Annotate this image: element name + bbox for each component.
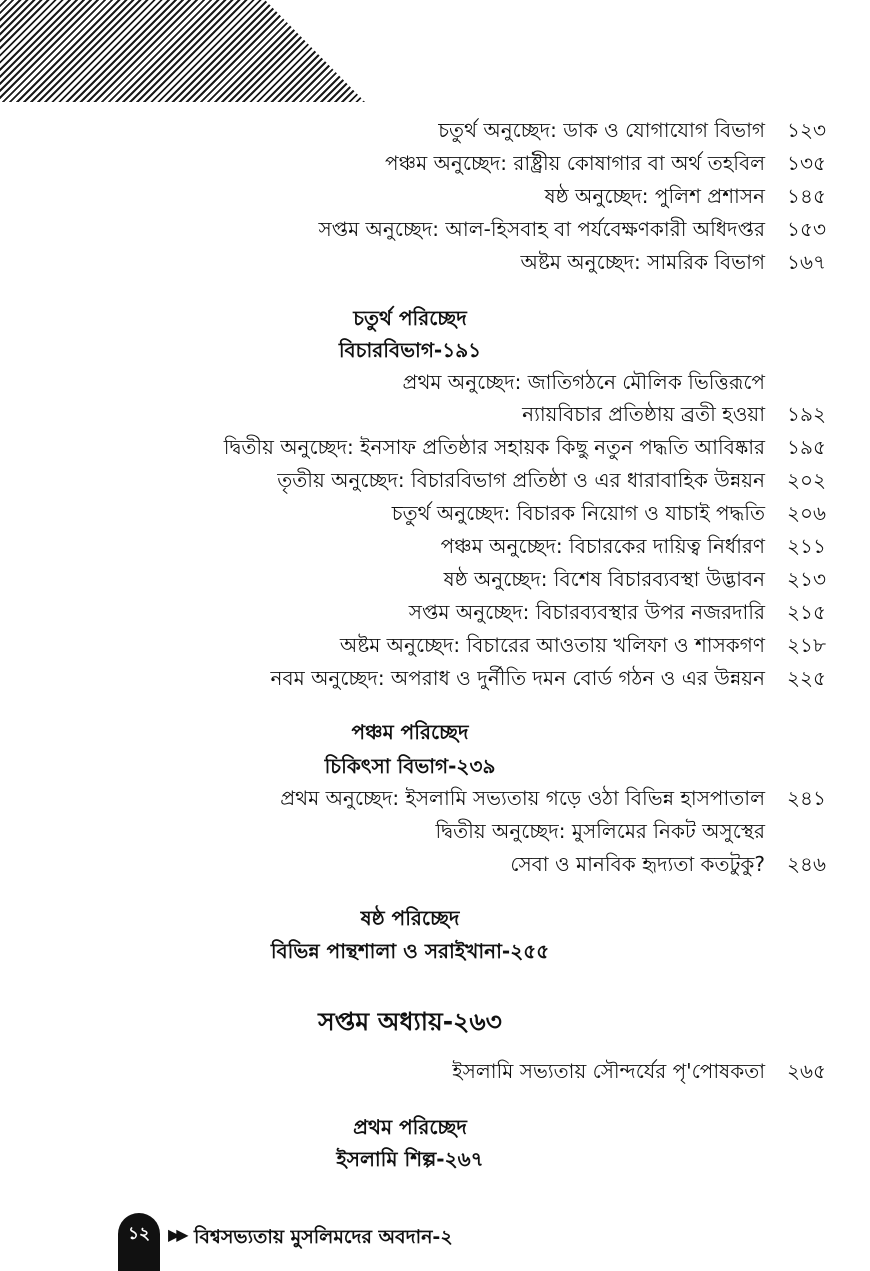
toc-entry (408, 596, 826, 628)
toc-entry (443, 563, 826, 595)
toc-entry-label: পঞ্চম অনুচ্ছেদ: রাষ্ট্রীয় কোষাগার বা অর্থ তহবিল (385, 151, 765, 175)
toc-entry (385, 147, 826, 179)
toc-entry (520, 246, 826, 278)
toc-entry-label: সেবা ও মানবিক হৃদ্যতা কতটুকু? (510, 852, 765, 876)
toc-entry-label: পঞ্চম অনুচ্ছেদ: বিচারকের দায়িত্ব নির্ধারণ (440, 534, 765, 558)
toc-entry-page: ২২৫ (787, 666, 826, 690)
toc-entry-label: তৃতীয় অনুচ্ছেদ: বিচারবিভাগ প্রতিষ্ঠা ও এর ধারাবাহিক উন্নয়ন (277, 468, 765, 492)
toc-entry-page: ২০২ (787, 468, 827, 492)
decorative-hatch-corner (0, 0, 365, 102)
toc-entry-label: দ্বিতীয় অনুচ্ছেদ: ইনসাফ প্রতিষ্ঠার সহায়ক কিছু নতুন পদ্ধতি আবিষ্কার (223, 435, 765, 459)
toc-entry-page: ১৬৭ (787, 250, 826, 274)
toc-entry (277, 464, 827, 496)
toc-entry-page: ১৯২ (787, 402, 826, 426)
toc-entry-page: ২১৮ (787, 633, 826, 657)
toc-entry (403, 366, 765, 398)
toc-entry (391, 497, 827, 529)
toc-entry-page: ১৪৫ (787, 184, 826, 208)
toc-entry-label: ন্যায়বিচার প্রতিষ্ঠায় ব্রতী হওয়া (522, 402, 765, 426)
toc-entry-page: ২০৬ (787, 501, 827, 525)
toc-entry-page: ২১১ (787, 534, 826, 558)
section-subheading: চিকিৎসা বিভাগ-২৩৯ (324, 754, 496, 778)
toc-entry-label: প্রথম অনুচ্ছেদ: জাতিগঠনে মৌলিক ভিত্তিরূপে (402, 370, 765, 394)
toc-entry-page: ২৪১ (787, 786, 826, 810)
section-subheading: ইসলামি শিল্প-২৬৭ (336, 1147, 484, 1171)
double-arrow-icon: ▶▶ (168, 1225, 185, 1244)
section-subheading: বিভিন্ন পান্থশালা ও সরাইখানা-২৫৫ (270, 939, 550, 963)
toc-entry-label: সপ্তম অনুচ্ছেদ: বিচারব্যবস্থার উপর নজরদারি (408, 600, 765, 624)
toc-entry (544, 180, 826, 212)
toc-entry (339, 629, 826, 661)
section-heading: চতুর্থ পরিচ্ছেদ (353, 306, 467, 330)
toc-entry (270, 662, 826, 694)
page-number-tab (118, 1213, 160, 1271)
toc-entry-page: ২১৩ (787, 567, 826, 591)
section-heading: ষষ্ঠ পরিচ্ছেদ (360, 906, 460, 930)
section-subheading: বিচারবিভাগ-১৯১ (338, 338, 482, 362)
toc-entry-page: ২৪৬ (787, 852, 826, 876)
toc-entry-label: প্রথম অনুচ্ছেদ: ইসলামি সভ্যতায় গড়ে ওঠা বিভিন্ন হাসপাতাল (280, 786, 765, 810)
toc-entry (318, 213, 826, 245)
toc-entry (440, 530, 826, 562)
toc-entry-label: চতুর্থ অনুচ্ছেদ: বিচারক নিয়োগ ও যাচাই পদ্ধতি (391, 501, 765, 525)
page-number: ১২ (127, 1224, 151, 1244)
toc-entry-page: ১৩৫ (787, 151, 826, 175)
toc-entry-label: অষ্টম অনুচ্ছেদ: বিচারের আওতায় খলিফা ও শাসকগণ (339, 633, 765, 657)
toc-entry (522, 398, 826, 430)
toc-entry-label: ইসলামি সভ্যতায় সৌন্দর্যের পৃ'পোষকতা (452, 1059, 765, 1083)
toc-entry (436, 815, 765, 847)
toc-entry-page: ২৬৫ (787, 1059, 826, 1083)
toc-entry-label: ষষ্ঠ অনুচ্ছেদ: বিশেষ বিচারব্যবস্থা উদ্ভাবন (443, 567, 765, 591)
toc-entry-label: অষ্টম অনুচ্ছেদ: সামরিক বিভাগ (520, 250, 765, 274)
toc-entry-label: সপ্তম অনুচ্ছেদ: আল-হিসবাহ বা পর্যবেক্ষণকারী অধিদপ্তর (318, 217, 765, 241)
toc-entry-label: চতুর্থ অনুচ্ছেদ: ডাক ও যোগাযোগ বিভাগ (438, 118, 765, 142)
book-title: বিশ্বসভ্যতায় মুসলিমদের অবদান-২ (194, 1226, 453, 1248)
section-heading: প্রথম পরিচ্ছেদ (353, 1115, 467, 1139)
toc-entry-label: ষষ্ঠ অনুচ্ছেদ: পুলিশ প্রশাসন (544, 184, 765, 208)
toc-entry (438, 114, 826, 146)
toc-entry-page: ২১৫ (787, 600, 826, 624)
section-heading: পঞ্চম পরিচ্ছেদ (351, 720, 469, 744)
toc-entry-label: দ্বিতীয় অনুচ্ছেদ: মুসলিমের নিকট অসুস্থের (435, 819, 765, 843)
toc-entry (510, 848, 826, 880)
toc-entry-page: ১৯৫ (787, 435, 826, 459)
toc-entry-page: ১২৩ (787, 118, 826, 142)
chapter-heading: সপ্তম অধ্যায়-২৬৩ (318, 1007, 502, 1036)
toc-entry (452, 1055, 826, 1087)
toc-entry (280, 782, 826, 814)
page-footer (118, 1213, 778, 1271)
toc-entry-page: ১৫৩ (787, 217, 826, 241)
toc-entry-label: নবম অনুচ্ছেদ: অপরাধ ও দুর্নীতি দমন বোর্ড গঠন ও এর উন্নয়ন (270, 666, 765, 690)
toc-entry (223, 431, 826, 463)
